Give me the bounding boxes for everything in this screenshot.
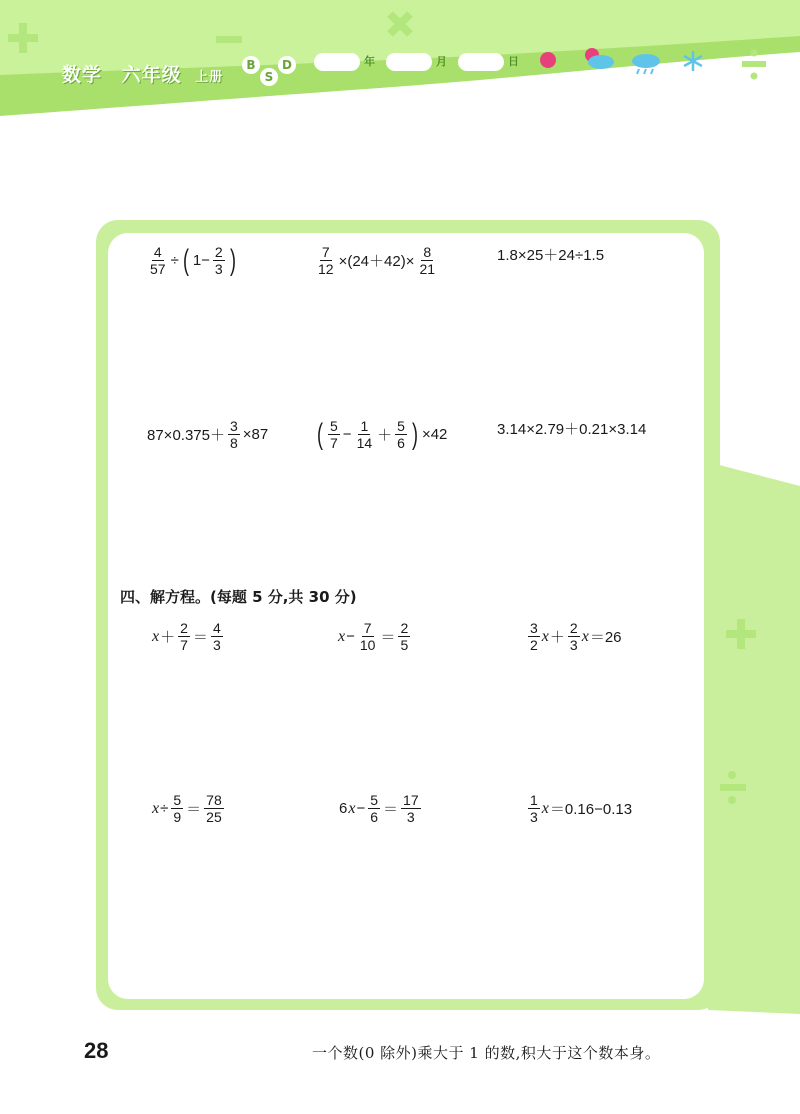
expression-5: [314, 418, 448, 451]
expression-text: ÷: [170, 252, 179, 269]
equation-1: [152, 620, 225, 653]
footer-tip: 一个数(0 除外)乘大于 1 的数,积大于这个数本身。: [312, 1044, 661, 1062]
denominator: 3: [406, 809, 415, 825]
denominator: 10: [359, 637, 376, 653]
expression-text: ＝: [383, 801, 399, 818]
denominator: 9: [173, 809, 182, 825]
variable: x: [338, 627, 346, 645]
fraction: [528, 792, 540, 825]
numerator: 17: [403, 792, 419, 808]
numerator: 2: [400, 620, 409, 636]
edition-letter-s: S: [260, 68, 278, 86]
denominator: 8: [229, 435, 238, 451]
equation-3: [526, 620, 623, 653]
denominator: 12: [318, 261, 334, 277]
denominator: 7: [330, 435, 338, 451]
fraction: [228, 418, 240, 451]
expression-6: [496, 418, 647, 439]
numerator: 5: [370, 792, 379, 808]
numerator: 2: [180, 620, 188, 636]
fraction: [204, 792, 224, 825]
numerator: 2: [214, 244, 223, 260]
fraction: [568, 620, 580, 653]
numerator: 4: [212, 620, 221, 636]
expression-text: ÷: [160, 800, 169, 817]
equation-5: [338, 792, 423, 825]
parenthesis: ): [229, 243, 236, 277]
edition-letter-d: D: [278, 56, 296, 74]
variable: x: [348, 799, 356, 817]
fraction: [171, 792, 183, 825]
denominator: 5: [400, 637, 409, 653]
year-label: 年: [364, 55, 375, 68]
variable: x: [152, 799, 160, 817]
fraction: [401, 792, 421, 825]
expression-4: [146, 418, 269, 451]
month-label: 月: [436, 55, 447, 68]
numerator: 5: [330, 418, 338, 434]
denominator: 3: [530, 809, 538, 825]
numerator: 7: [321, 244, 330, 260]
denominator: 7: [180, 637, 188, 653]
variable: x: [152, 627, 160, 645]
exercise-card: [108, 233, 704, 999]
denominator: 25: [206, 809, 222, 825]
denominator: 6: [397, 435, 405, 451]
denominator: 3: [569, 637, 578, 653]
expression-text: ＋: [549, 629, 565, 646]
numerator: 1: [530, 792, 538, 808]
volume-label: 上册: [195, 70, 224, 85]
numerator: 5: [173, 792, 182, 808]
variable: x: [541, 627, 549, 645]
numerator: 3: [229, 418, 238, 434]
expression-text: ＝0.16−0.13: [549, 801, 633, 818]
fraction: [148, 244, 168, 277]
expression-text: ＋: [160, 629, 176, 646]
expression-text: ×42: [421, 426, 448, 443]
numerator: 1: [360, 418, 369, 434]
parenthesis: (: [182, 243, 189, 277]
expression-text: 87×0.375＋: [147, 427, 225, 444]
expression-text: 1−: [192, 252, 210, 269]
parenthesis: ): [411, 417, 418, 451]
fraction: [355, 418, 375, 451]
edition-letter-b: B: [242, 56, 260, 74]
numerator: 5: [397, 418, 405, 434]
numerator: 2: [569, 620, 578, 636]
expression-text: −: [346, 628, 355, 645]
expression-text: −: [342, 426, 352, 443]
expression-2: [314, 244, 439, 277]
variable: x: [541, 799, 549, 817]
page-number: 28: [84, 1038, 109, 1063]
fraction: [211, 620, 223, 653]
expression-text: ＋: [377, 427, 393, 444]
fraction: [328, 418, 340, 451]
subject-label: 数学: [62, 64, 103, 86]
expression-text: −: [356, 800, 366, 817]
fraction: [178, 620, 190, 653]
expression-text: ＝: [380, 629, 396, 646]
expression-text: ＝26: [589, 629, 622, 646]
expression-text: ＝: [192, 629, 208, 646]
numerator: 7: [363, 620, 372, 636]
fraction: [528, 620, 540, 653]
fraction: [316, 244, 336, 277]
denominator: 2: [530, 637, 538, 653]
fraction: [213, 244, 225, 277]
expression-text: ×(24＋42)×: [338, 253, 415, 270]
expression-text: 6: [339, 800, 348, 817]
expression-text: ＝: [186, 801, 202, 818]
expression-1: [146, 244, 239, 277]
denominator: 6: [370, 809, 379, 825]
fraction: [398, 620, 410, 653]
numerator: 3: [530, 620, 538, 636]
expression-text: 3.14×2.79＋0.21×3.14: [497, 421, 647, 438]
fraction: [395, 418, 407, 451]
denominator: 14: [356, 435, 373, 451]
numerator: 4: [153, 244, 162, 260]
fraction: [368, 792, 380, 825]
grade-label: 六年级: [121, 64, 182, 86]
denominator: 57: [150, 261, 166, 277]
numerator: 78: [206, 792, 222, 808]
denominator: 3: [212, 637, 221, 653]
fraction: [417, 244, 437, 277]
equation-4: [152, 792, 226, 825]
denominator: 3: [214, 261, 223, 277]
equation-2: [338, 620, 412, 653]
expression-text: ×87: [242, 426, 269, 443]
expression-3: [496, 244, 605, 265]
section-four-title: 四、解方程。(每题 5 分,共 30 分): [120, 588, 357, 606]
denominator: 21: [419, 261, 436, 277]
parenthesis: (: [317, 417, 323, 451]
expression-text: 1.8×25＋24÷1.5: [497, 247, 605, 264]
day-label: 日: [508, 55, 519, 68]
fraction: [358, 620, 378, 653]
variable: x: [581, 627, 589, 645]
numerator: 8: [423, 244, 432, 260]
equation-6: [526, 792, 633, 825]
